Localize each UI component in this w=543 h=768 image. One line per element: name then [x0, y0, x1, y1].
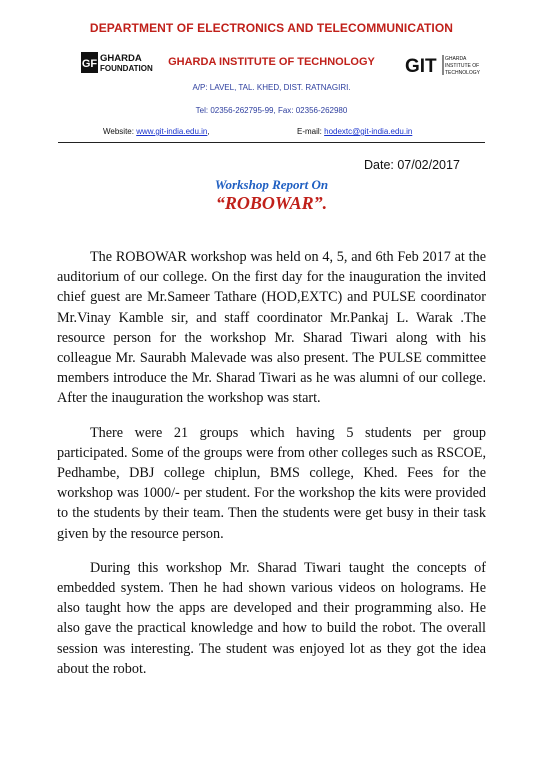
report-date: Date: 07/02/2017 [364, 158, 460, 172]
report-body [57, 247, 486, 693]
git-logo-line1: GHARDA [445, 56, 467, 62]
department-name: DEPARTMENT OF ELECTRONICS AND TELECOMMUNICATION [89, 21, 454, 35]
paragraph-2: There were 21 groups which having 5 students per group participated. Some of the groups were from other colleges such as RSCOE, Pedhambe, DBJ college chiplun, BMS college, Khed. Fees for the workshop was 1000/- per student. For the workshop the kits were provided to the students by their team. Then the students were get busy in their task given by the resource person. [57, 424, 486, 542]
gf-logo-line2: FOUNDATION [100, 64, 153, 73]
website-suffix: , [207, 127, 210, 136]
git-logo-line3: TECHNOLOGY [445, 70, 481, 76]
website-line [103, 127, 210, 136]
git-logo-line2: INSTITUTE OF [445, 63, 480, 69]
report-heading: Workshop Report On [214, 177, 329, 192]
gf-logo-mark: GF [81, 58, 98, 70]
report-title: “ROBOWAR”. [215, 193, 328, 213]
paragraph-1: The ROBOWAR workshop was held on 4, 5, and 6th Feb 2017 at the auditorium of our college. On the first day for the inauguration the invited chief guest are Mr.Sameer Tathare (HOD,EXTC) and PULSE coordinator Mr.Vinay Kamble sir, and staff coordinator Mr.Pankaj L. Warak .The resource person for the workshop Mr. Sharad Tiwari along with his colleague Mr. Saurabh Malevade was also present. The PULSE committee members introduce the Mr. Sharad Tiwari as he was alumni of our college. After the inauguration the workshop was start. [57, 249, 486, 407]
letterhead [0, 0, 543, 150]
institute-address: A/P: LAVEL, TAL. KHED, DIST. RATNAGIRI. [192, 83, 351, 92]
paragraph-3: During this workshop Mr. Sharad Tiwari taught the concepts of embedded system. Then he had shown various videos on holograms. He also taught how the apps are developed and their programming also. He also gave the practical knowledge and how to build the robot. The overall session was interesting. The student was enjoyed lot as they got the idea about the robot. [57, 559, 486, 677]
email-label: E-mail: [297, 127, 322, 136]
email-line [297, 127, 412, 136]
website-label: Website: [103, 127, 134, 136]
gf-logo-line1: GHARDA [100, 53, 142, 64]
letterhead-divider [58, 142, 485, 143]
telephone-fax: Tel: 02356-262795-99, Fax: 02356-262980 [195, 106, 348, 115]
institute-name: GHARDA INSTITUTE OF TECHNOLOGY [168, 56, 375, 68]
website-link[interactable]: www.git-india.edu.in [136, 127, 208, 136]
git-logo [405, 52, 481, 78]
git-logo-mark: GIT [405, 56, 437, 77]
email-link[interactable]: hodextc@git-india.edu.in [324, 127, 413, 136]
